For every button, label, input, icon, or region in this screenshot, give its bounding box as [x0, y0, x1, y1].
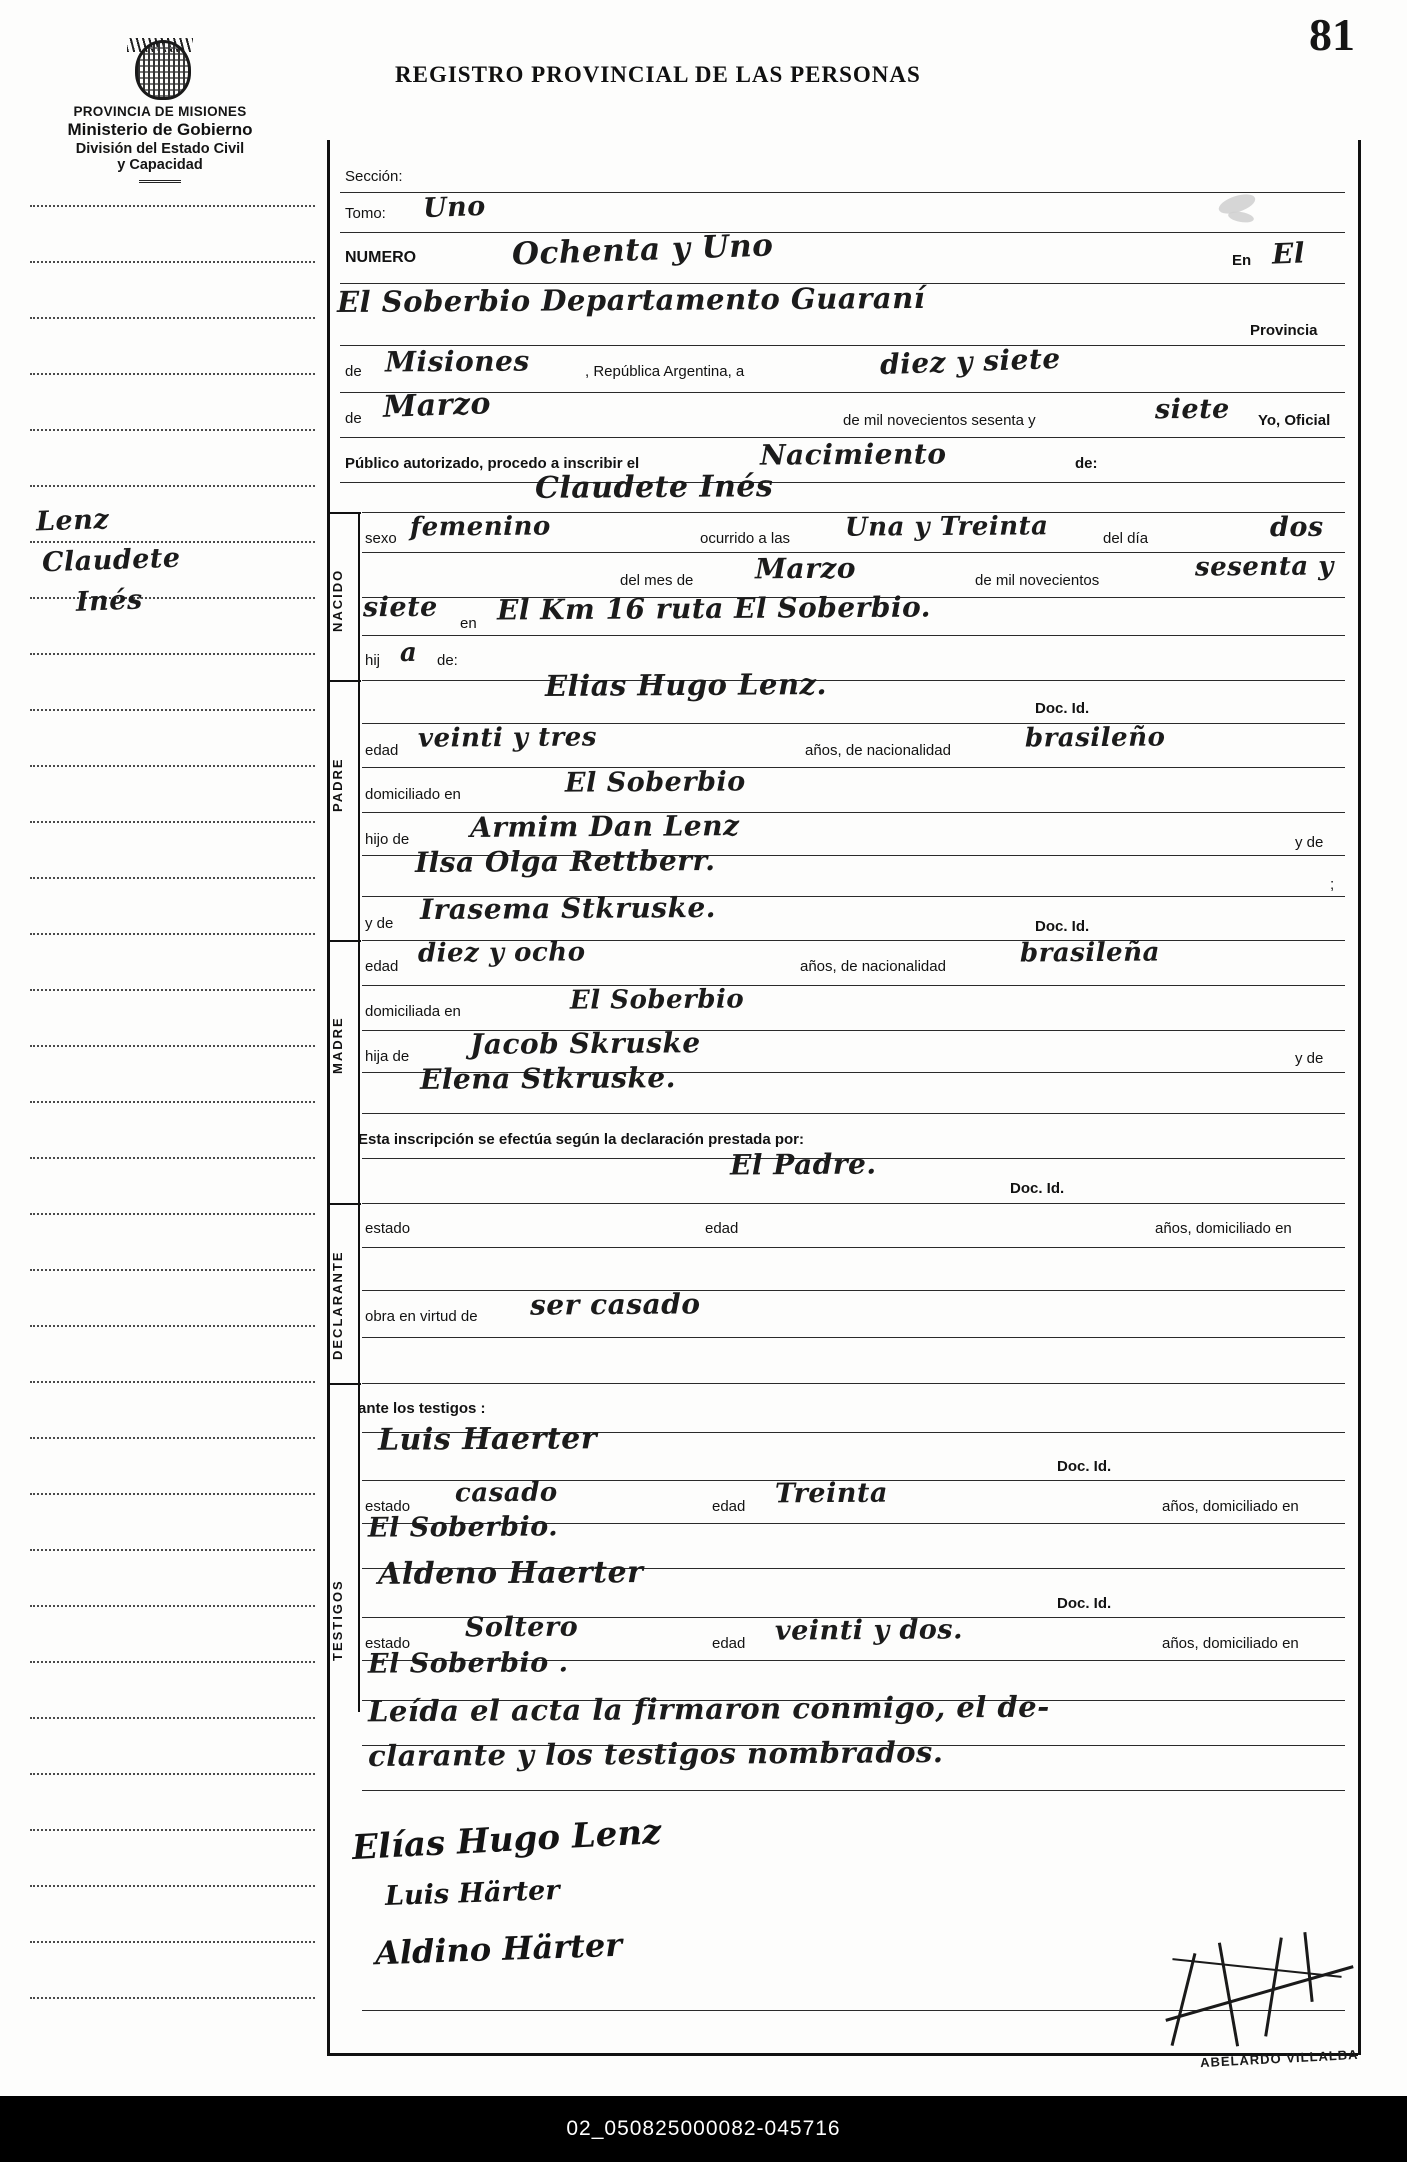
label-nacionalidad-padre: años, de nacionalidad: [805, 742, 951, 759]
section-divider: [327, 512, 361, 514]
section-label-testigos: TESTIGOS: [330, 1579, 345, 1661]
label-y-de-madre: y de: [365, 915, 394, 932]
signature-2: Luis Härter: [384, 1874, 561, 1913]
rule: [362, 1383, 1345, 1384]
label-y-de-1: y de: [1295, 834, 1324, 851]
label-doc-id-padre: Doc. Id.: [1035, 700, 1090, 717]
section-divider: [327, 1383, 361, 1385]
value-dia: diez y siete: [879, 341, 1062, 382]
margin-rule: [30, 373, 315, 375]
value-tomo: Uno: [422, 190, 487, 225]
left-margin-name-line-3: Inés: [75, 584, 144, 618]
margin-rule: [30, 1997, 315, 1999]
seal-officer-name: ABELARDO VILLALBA: [1200, 2046, 1360, 2071]
value-acto: Nacimiento: [759, 437, 947, 472]
label-hijo: hij: [365, 652, 381, 669]
value-abuela-paterna: Ilsa Olga Rettberr.: [414, 843, 716, 880]
value-hijo-genero: a: [399, 637, 418, 669]
section-label-padre: PADRE: [330, 757, 345, 813]
margin-rule: [30, 1605, 315, 1607]
value-cierre-linea-2: clarante y los testigos nombrados.: [367, 1734, 944, 1774]
margin-rule: [30, 317, 315, 319]
value-estado-testigo2: Soltero: [464, 1611, 579, 1644]
label-edad-madre: edad: [365, 958, 399, 975]
margin-rule: [30, 485, 315, 487]
label-domicilio-padre: domiciliado en: [365, 786, 461, 803]
label-estado-testigo1: estado: [365, 1498, 411, 1515]
rule: [362, 680, 1345, 681]
footer-id-bar: [0, 2096, 1407, 2162]
label-doc-id-madre: Doc. Id.: [1035, 918, 1090, 935]
label-del-mes: del mes de: [620, 572, 694, 589]
label-doc-id-testigo1: Doc. Id.: [1057, 1458, 1112, 1475]
rule: [362, 1790, 1345, 1791]
value-abuelo-materno: Jacob Skruske: [469, 1026, 701, 1061]
value-estado-testigo1: casado: [454, 1477, 558, 1509]
label-ante-los-testigos: ante los testigos :: [358, 1400, 486, 1417]
label-doc-id-declarante: Doc. Id.: [1010, 1180, 1065, 1197]
value-numero: Ochenta y Uno: [511, 227, 774, 273]
rule: [362, 1290, 1345, 1291]
provincial-crest-icon: [127, 38, 193, 98]
label-de-mes: de: [345, 410, 362, 427]
label-ocurrido: ocurrido a las: [700, 530, 791, 547]
margin-rule: [30, 1885, 315, 1887]
masthead-line-3: División del Estado Civil: [75, 141, 245, 157]
value-provincia: Misiones: [384, 344, 530, 379]
value-edad-padre: veinti y tres: [417, 722, 598, 754]
label-republica: , República Argentina, a: [585, 363, 745, 380]
margin-rule: [30, 1549, 315, 1551]
label-doc-id-testigo2: Doc. Id.: [1057, 1595, 1112, 1612]
label-de-mil-novecientos: de mil novecientos: [975, 572, 1100, 589]
footer-id-text: 02_050825000082-045716: [566, 2117, 841, 2140]
label-sexo: sexo: [365, 530, 397, 547]
margin-rule: [30, 989, 315, 991]
left-margin-rules: [30, 205, 315, 2055]
label-y-de-2: y de: [1295, 1050, 1324, 1067]
value-edad-madre: diez y ocho: [417, 937, 586, 969]
section-label-madre: MADRE: [330, 1016, 345, 1074]
value-en-lugar: El Soberbio Departamento Guaraní: [336, 280, 926, 320]
margin-rule: [30, 1661, 315, 1663]
label-seccion: Sección:: [345, 168, 403, 185]
section-divider: [327, 680, 361, 682]
label-domicilio-testigo2: años, domiciliado en: [1162, 1635, 1299, 1652]
left-margin-name-line-2: Claudete: [41, 542, 182, 578]
section-label-declarante: DECLARANTE: [330, 1250, 345, 1360]
margin-rule: [30, 1437, 315, 1439]
label-edad-testigo2: edad: [712, 1635, 746, 1652]
masthead-line-1: PROVINCIA DE MISIONES: [73, 104, 247, 119]
label-del-dia: del día: [1103, 530, 1149, 547]
label-nacionalidad-madre: años, de nacionalidad: [800, 958, 946, 975]
margin-rule: [30, 1213, 315, 1215]
section-divider: [327, 940, 361, 942]
label-publico-autorizado: Público autorizado, procedo a inscribir el: [345, 455, 640, 472]
rule: [362, 1203, 1345, 1204]
value-domicilio-testigo1: El Soberbio.: [367, 1511, 559, 1544]
margin-rule: [30, 877, 315, 879]
value-lugar-nacimiento: El Km 16 ruta El Soberbio.: [496, 590, 932, 627]
page-number: 81: [1309, 9, 1355, 60]
value-obra-en-virtud: ser casado: [529, 1287, 701, 1322]
margin-rule: [30, 1269, 315, 1271]
value-edad-testigo1: Treinta: [774, 1477, 888, 1510]
masthead-divider: [139, 180, 181, 183]
margin-rule: [30, 653, 315, 655]
section-label-nacido: NACIDO: [330, 568, 345, 632]
label-declaracion: Esta inscripción se efectúa según la declaración prestada por:: [358, 1131, 804, 1148]
value-nacionalidad-padre: brasileño: [1024, 722, 1166, 754]
label-de-provincia: de: [345, 363, 362, 380]
value-domicilio-madre: El Soberbio: [569, 984, 745, 1016]
margin-rule: [30, 261, 315, 263]
rule: [362, 767, 1345, 768]
label-de-acto: de:: [1075, 455, 1098, 472]
value-domicilio-testigo2: El Soberbio .: [367, 1647, 569, 1680]
value-abuela-materna: Elena Stkruske.: [419, 1061, 677, 1096]
margin-rule: [30, 1101, 315, 1103]
label-domicilio-declarante: años, domiciliado en: [1155, 1220, 1292, 1237]
label-estado-declarante: estado: [365, 1220, 411, 1237]
value-testigo2-nombre: Aldeno Haerter: [377, 1555, 644, 1592]
value-padre-nombre: Elias Hugo Lenz.: [544, 667, 828, 703]
label-yo-oficial: Yo, Oficial: [1258, 412, 1331, 429]
label-obra-en-virtud: obra en virtud de: [365, 1308, 478, 1325]
page-title: REGISTRO PROVINCIAL DE LAS PERSONAS: [395, 62, 921, 87]
margin-rule: [30, 1325, 315, 1327]
margin-rule: [30, 205, 315, 207]
rule: [340, 192, 1345, 193]
label-tomo: Tomo:: [345, 205, 386, 222]
label-estado-testigo2: estado: [365, 1635, 411, 1652]
value-mes: Marzo: [382, 386, 492, 425]
value-nombre-inscripto: Claudete Inés: [534, 469, 774, 506]
value-abuelo-paterno: Armim Dan Lenz: [469, 809, 740, 844]
value-en-lugar-1: El: [1271, 236, 1306, 271]
rule: [362, 1337, 1345, 1338]
label-en-lugar-nac: en: [460, 615, 477, 632]
value-cierre-linea-1: Leída el acta la firmaron conmigo, el de-: [367, 1689, 1050, 1729]
signature-1: Elías Hugo Lenz: [351, 1811, 663, 1869]
value-nacionalidad-madre: brasileña: [1019, 937, 1161, 969]
margin-rule: [30, 1493, 315, 1495]
value-anio-nacimiento: sesenta y: [1194, 551, 1334, 583]
value-domicilio-padre: El Soberbio: [564, 766, 746, 799]
label-numero: NUMERO: [345, 249, 417, 266]
label-edad-padre: edad: [365, 742, 399, 759]
section-divider: [327, 1203, 361, 1205]
margin-rule: [30, 1381, 315, 1383]
label-edad-declarante: edad: [705, 1220, 739, 1237]
value-testigo1-nombre: Luis Haerter: [377, 1421, 598, 1458]
value-dia-nacimiento: dos: [1269, 511, 1324, 544]
rule: [340, 482, 1345, 483]
rule: [362, 1247, 1345, 1248]
margin-rule: [30, 1717, 315, 1719]
margin-rule: [30, 1829, 315, 1831]
margin-rule: [30, 821, 315, 823]
margin-rule: [30, 709, 315, 711]
label-punto-y-coma: ;: [1330, 876, 1335, 893]
label-domicilio-madre: domiciliada en: [365, 1003, 461, 1020]
rule: [362, 985, 1345, 986]
label-de-padres: de:: [437, 652, 458, 669]
value-hora: Una y Treinta: [844, 511, 1049, 543]
value-madre-nombre: Irasema Stkruske.: [419, 890, 717, 927]
left-margin-name: [36, 500, 181, 622]
label-en: En: [1232, 252, 1252, 269]
official-signature-seal-icon: [1152, 1932, 1362, 2052]
label-anio-prefix: de mil novecientos sesenta y: [843, 412, 1036, 429]
value-mes-nacimiento: Marzo: [754, 551, 857, 586]
rule: [340, 392, 1345, 393]
left-margin-name-line-1: Lenz: [35, 503, 110, 538]
value-anio: siete: [1154, 393, 1230, 426]
value-declarante-nombre: El Padre.: [729, 1147, 877, 1182]
masthead: [30, 38, 290, 183]
label-edad-testigo1: edad: [712, 1498, 746, 1515]
label-provincia: Provincia: [1250, 322, 1318, 339]
margin-rule: [30, 1157, 315, 1159]
label-domicilio-testigo1: años, domiciliado en: [1162, 1498, 1299, 1515]
value-sexo: femenino: [409, 511, 551, 543]
margin-rule: [30, 429, 315, 431]
label-hijo-de-padre: hijo de: [365, 831, 410, 848]
margin-rule: [30, 1773, 315, 1775]
margin-rule: [30, 765, 315, 767]
signature-3: Aldino Härter: [374, 1925, 623, 1973]
value-anio-nacimiento-cont: siete: [362, 591, 438, 624]
masthead-line-4: y Capacidad: [117, 157, 203, 173]
margin-rule: [30, 933, 315, 935]
masthead-line-2: Ministerio de Gobierno: [67, 120, 253, 139]
rule: [362, 635, 1345, 636]
rule: [362, 1113, 1345, 1114]
margin-rule: [30, 1941, 315, 1943]
value-edad-testigo2: veinti y dos.: [774, 1614, 964, 1647]
rule: [340, 232, 1345, 233]
margin-rule: [30, 1045, 315, 1047]
section-column-divider: [358, 512, 360, 1712]
label-hija-de-madre: hija de: [365, 1048, 410, 1065]
